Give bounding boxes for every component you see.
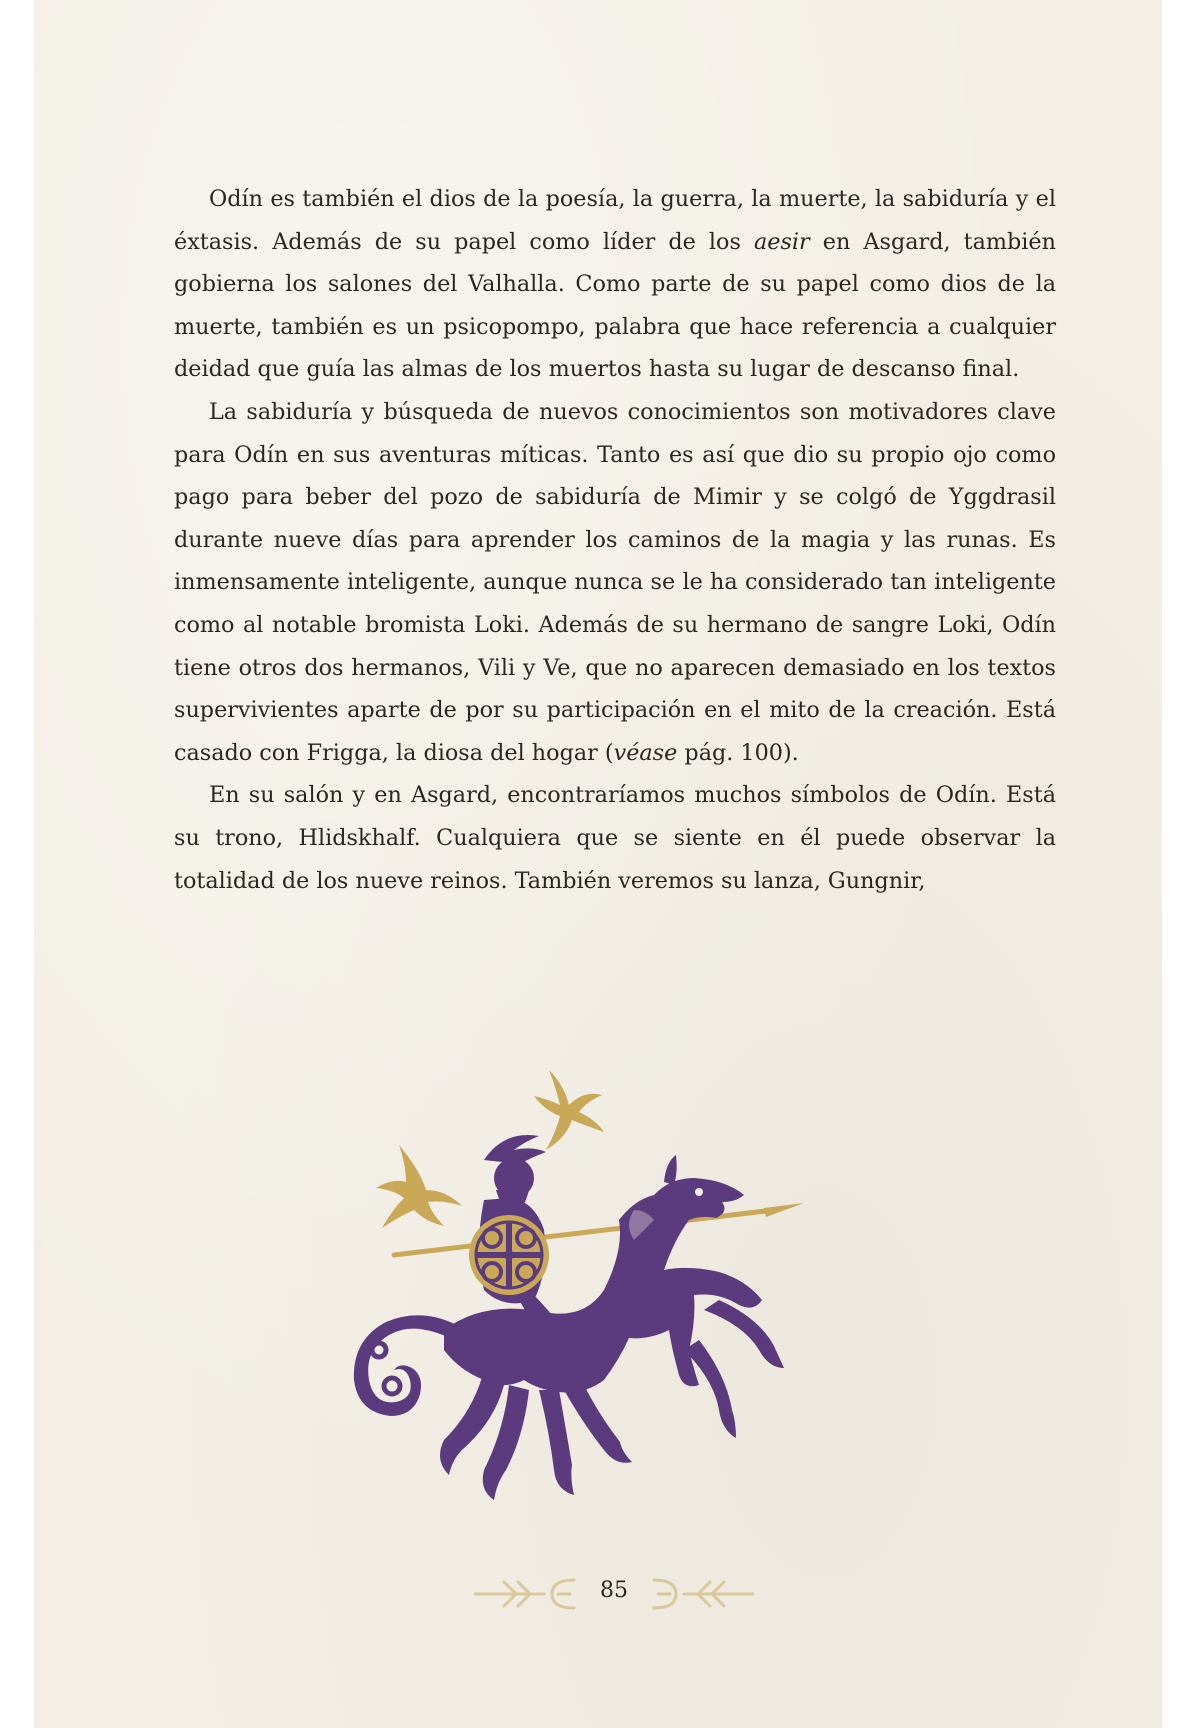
text-run: Odín es también el dios de la poesía, la guerra, la muerte, la sabiduría y el éxtasis. Además de su papel como líder de los <box>174 186 1056 255</box>
celtic-shield-icon <box>469 1215 549 1295</box>
spear <box>394 1203 804 1255</box>
odin-on-sleipnir-illustration <box>334 1050 854 1540</box>
paragraph-3 <box>174 774 1056 902</box>
text-run: en Asgard, también gobierna los salones del Valhalla. Como parte de su papel como dios de la muerte, también es un psicopompo, palabra que hace referencia a cualquier deidad que guía las almas de los muertos hasta su lugar de descanso final. <box>174 228 1056 383</box>
italic-term: aesir <box>754 228 810 255</box>
paragraph-2 <box>174 391 1056 774</box>
text-run: En su salón y en Asgard, encontraríamos muchos símbolos de Odín. Está su trono, Hlidskhalf. Cualquiera que se siente en él puede observar la totalidad de los nueve reinos. También veremos su lanza, Gungnir, <box>174 782 1056 894</box>
raven-left-icon <box>376 1145 462 1228</box>
page-footer <box>474 1570 754 1620</box>
raven-right-icon <box>534 1070 604 1150</box>
text-run: pág. 100). <box>677 739 799 766</box>
right-ornament-icon <box>644 1576 754 1612</box>
text-run: La sabiduría y búsqueda de nuevos conocimientos son motivadores clave para Odín en sus aventuras míticas. Tanto es así que dio su propio ojo como pago para beber del pozo de sabiduría de Mimir y se colgó de Yggdrasil durante nueve días para aprender los caminos de la magia y las runas. Es inmensamente inteligente, aunque nunca se le ha considerado tan inteligente como al notable bromista Loki. Además de su hermano de sangre Loki, Odín tiene otros dos hermanos, Vili y Ve, que no aparecen demasiado en los textos supervivientes aparte de por su participación en el mito de la creación. Está casado con Frigga, la diosa del hogar ( <box>174 398 1056 766</box>
italic-term: véase <box>613 739 678 766</box>
paragraph-1 <box>174 178 1056 391</box>
book-page <box>34 0 1162 1728</box>
body-text <box>174 178 1056 902</box>
page-number: 85 <box>600 1578 628 1603</box>
